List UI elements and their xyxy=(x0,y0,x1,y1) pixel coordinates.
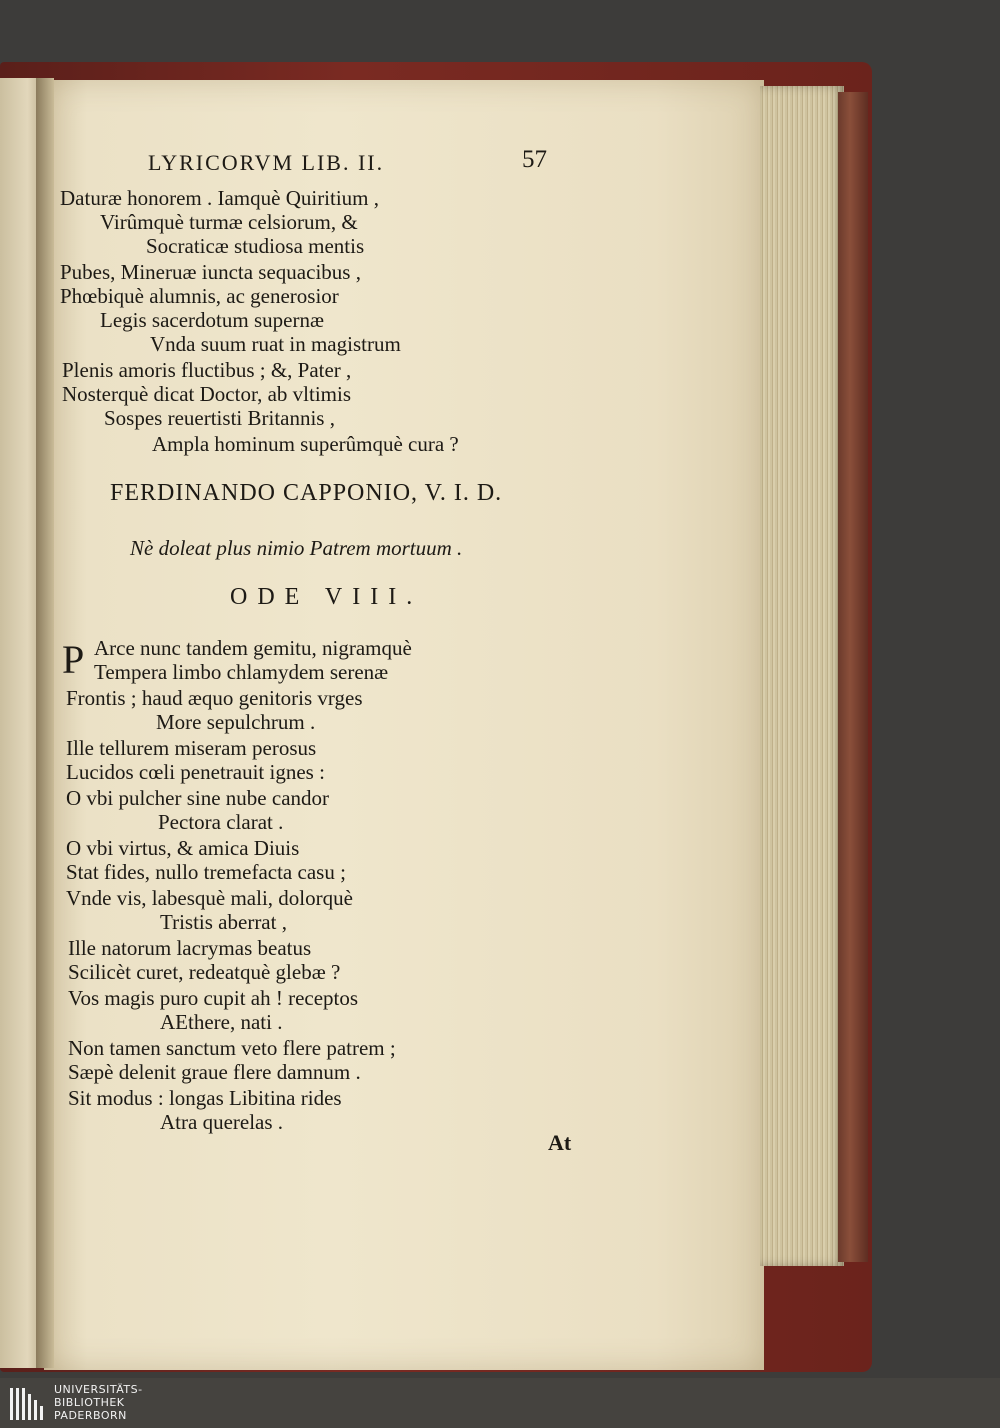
ode-line: Ille tellurem miseram perosus xyxy=(66,736,317,760)
verse-line: Pubes, Mineruæ iuncta sequacibus , xyxy=(60,260,361,284)
verse-line: Ampla hominum superûmquè cura ? xyxy=(152,432,459,456)
page-fore-edge xyxy=(760,86,844,1266)
poem-subtitle: Nè doleat plus nimio Patrem mortuum . xyxy=(130,536,463,560)
ode-line: Frontis ; haud æquo genitoris vrges xyxy=(66,686,363,710)
ode-line: Ille natorum lacrymas beatus xyxy=(68,936,312,960)
ode-line: O vbi virtus, & amica Diuis xyxy=(66,836,300,860)
page-number: 57 xyxy=(522,146,547,173)
ode-line: Tristis aberrat , xyxy=(160,910,287,934)
verse-line: Virûmquè turmæ celsiorum, & xyxy=(100,210,358,234)
ode-line: Pectora clarat . xyxy=(158,810,284,834)
verse-line: Phœbiquè alumnis, ac generosior xyxy=(60,284,339,308)
ode-line: Vos magis puro cupit ah ! receptos xyxy=(68,986,359,1010)
verse-line: Legis sacerdotum supernæ xyxy=(100,308,324,332)
verse-line: Nosterquè dicat Doctor, ab vltimis xyxy=(62,382,352,406)
library-name-line: PADERBORN xyxy=(54,1409,127,1422)
ode-line: Sit modus : longas Libitina rides xyxy=(68,1086,342,1110)
ode-line: Sæpè delenit graue flere damnum . xyxy=(68,1060,361,1084)
library-logo-icon xyxy=(8,1384,48,1424)
poem-dedication-title: FERDINANDO CAPPONIO, V. I. D. xyxy=(110,480,503,506)
ode-line: Tempera limbo chlamydem serenæ xyxy=(94,660,389,684)
ode-line: Atra querelas . xyxy=(160,1110,284,1134)
verse-line: Vnda suum ruat in magistrum xyxy=(150,332,401,356)
library-name xyxy=(54,1383,143,1422)
library-footer xyxy=(0,1378,1000,1428)
cover-edge xyxy=(838,92,868,1262)
catchword: At xyxy=(548,1130,572,1155)
verse-line: Socraticæ studiosa mentis xyxy=(146,234,365,258)
book-gutter xyxy=(36,78,54,1368)
verse-line: Plenis amoris fluctibus ; &, Pater , xyxy=(62,358,352,382)
verse-line: Sospes reuertisti Britannis , xyxy=(104,406,335,430)
ode-line: O vbi pulcher sine nube candor xyxy=(66,786,330,810)
ode-line: Lucidos cœli penetrauit ignes : xyxy=(66,760,325,784)
ode-heading: ODE VIII. xyxy=(230,584,423,610)
ode-line: More sepulchrum . xyxy=(156,710,316,734)
running-title: LYRICORVM LIB. II. xyxy=(148,150,385,175)
ode-line: Stat fides, nullo tremefacta casu ; xyxy=(66,860,346,884)
ode-line: Non tamen sanctum veto flere patrem ; xyxy=(68,1036,396,1060)
ode-line: Scilicèt curet, redeatquè glebæ ? xyxy=(68,960,341,984)
ode-line: Vnde vis, labesquè mali, dolorquè xyxy=(66,886,353,910)
drop-initial: P xyxy=(62,637,85,682)
ode-line: Arce nunc tandem gemitu, nigramquè xyxy=(94,636,412,660)
library-name-line: UNIVERSITÄTS- xyxy=(54,1383,143,1396)
ode-line: AEthere, nati . xyxy=(160,1010,283,1034)
library-name-line: BIBLIOTHEK xyxy=(54,1396,125,1409)
verse-line: Daturæ honorem . Iamquè Quiritium , xyxy=(60,186,380,210)
